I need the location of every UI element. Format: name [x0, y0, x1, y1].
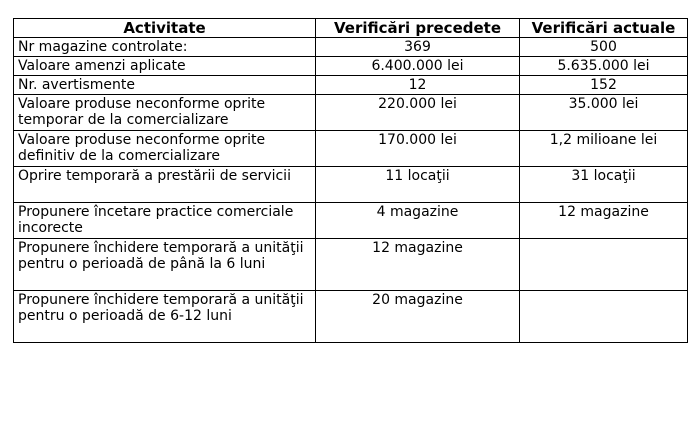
activity-cell: Nr. avertismente — [14, 76, 316, 95]
activity-cell: Oprire temporară a prestării de servicii — [14, 167, 316, 203]
header-activity: Activitate — [14, 19, 316, 38]
current-value-cell: 35.000 lei — [520, 95, 688, 131]
current-value-cell: 5.635.000 lei — [520, 57, 688, 76]
activity-cell: Valoare produse neconforme oprite definitiv de la comercializare — [14, 131, 316, 167]
header-current-checks: Verificări actuale — [520, 19, 688, 38]
activity-cell: Propunere închidere temporară a unităţii pentru o perioadă de 6-12 luni — [14, 291, 316, 343]
table-row — [14, 291, 688, 343]
table-row — [14, 167, 688, 203]
table-row — [14, 203, 688, 239]
previous-value-cell: 4 magazine — [316, 203, 520, 239]
activity-cell: Valoare produse neconforme oprite temporar de la comercializare — [14, 95, 316, 131]
header-previous-checks: Verificări precedete — [316, 19, 520, 38]
current-value-cell — [520, 239, 688, 291]
table-header-row — [14, 19, 688, 38]
previous-value-cell: 220.000 lei — [316, 95, 520, 131]
current-value-cell: 12 magazine — [520, 203, 688, 239]
current-value-cell: 1,2 milioane lei — [520, 131, 688, 167]
inspection-results-table — [13, 18, 688, 343]
activity-cell: Nr magazine controlate: — [14, 38, 316, 57]
previous-value-cell: 11 locaţii — [316, 167, 520, 203]
activity-cell: Propunere încetare practice comerciale incorecte — [14, 203, 316, 239]
table-row — [14, 239, 688, 291]
current-value-cell — [520, 291, 688, 343]
table-row — [14, 76, 688, 95]
table-row — [14, 131, 688, 167]
table-row — [14, 38, 688, 57]
table-row — [14, 95, 688, 131]
current-value-cell: 500 — [520, 38, 688, 57]
previous-value-cell: 12 — [316, 76, 520, 95]
current-value-cell: 152 — [520, 76, 688, 95]
table-row — [14, 57, 688, 76]
current-value-cell: 31 locaţii — [520, 167, 688, 203]
activity-cell: Valoare amenzi aplicate — [14, 57, 316, 76]
previous-value-cell: 369 — [316, 38, 520, 57]
previous-value-cell: 6.400.000 lei — [316, 57, 520, 76]
previous-value-cell: 170.000 lei — [316, 131, 520, 167]
previous-value-cell: 20 magazine — [316, 291, 520, 343]
activity-cell: Propunere închidere temporară a unităţii pentru o perioadă de până la 6 luni — [14, 239, 316, 291]
previous-value-cell: 12 magazine — [316, 239, 520, 291]
